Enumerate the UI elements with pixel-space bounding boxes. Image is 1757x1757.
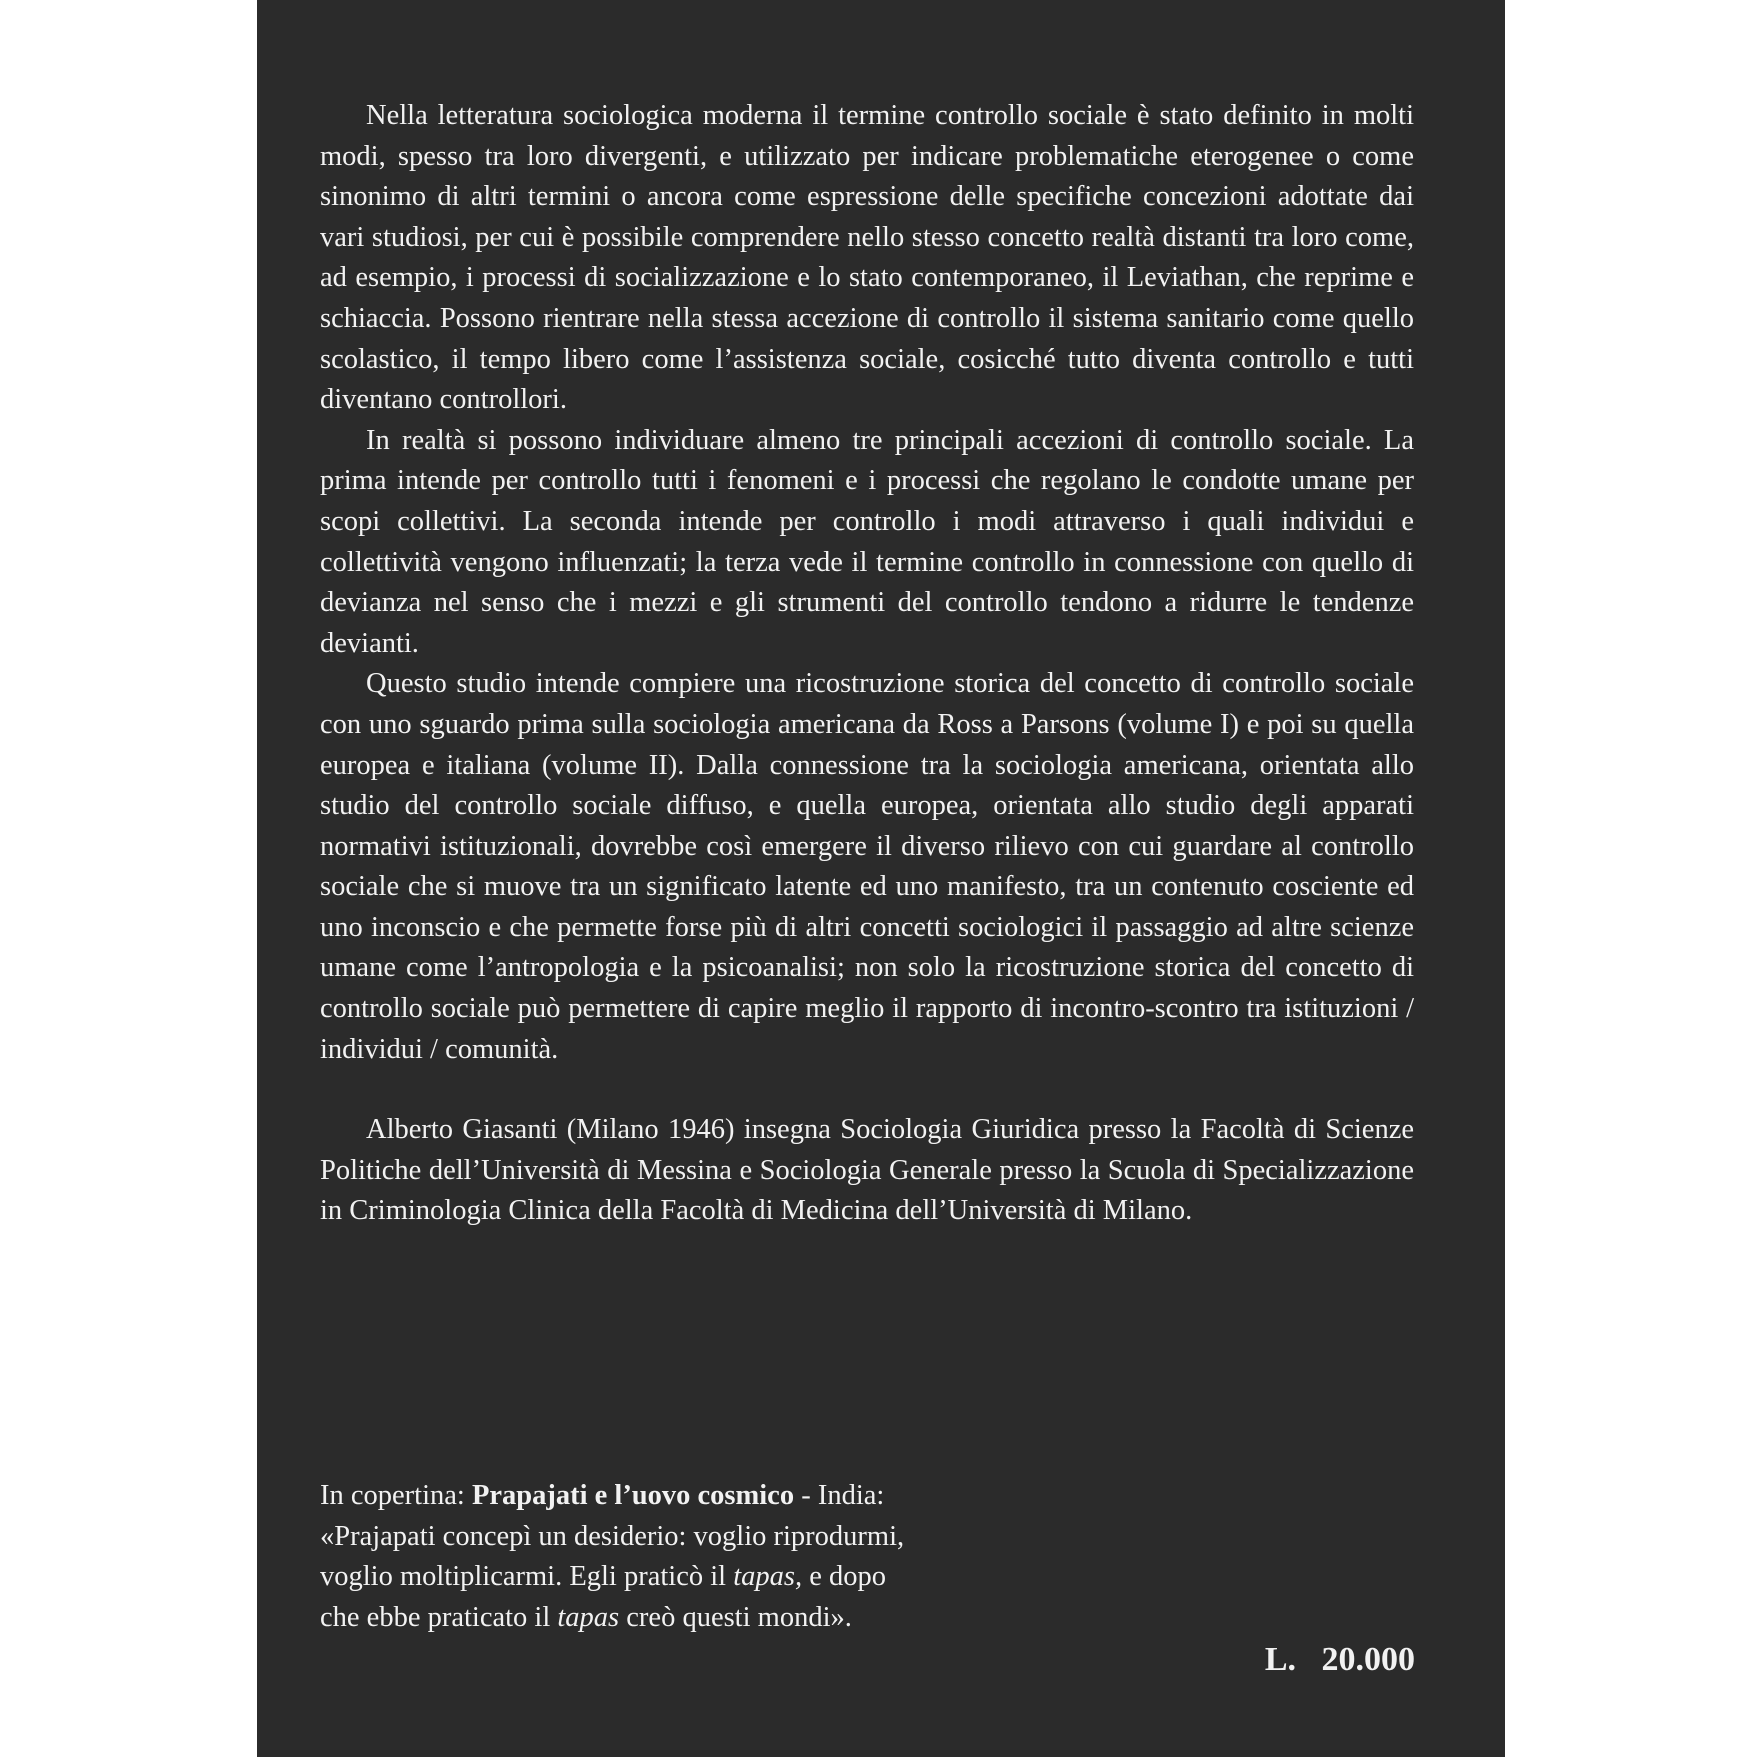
cover-quote-line-3-end: creò questi mondi». bbox=[619, 1601, 852, 1633]
cover-quote-line-2 bbox=[320, 1557, 1120, 1598]
cover-artwork-title: Prapajati e l’uovo cosmico bbox=[471, 1480, 795, 1511]
synopsis-paragraph-1: Nella letteratura sociologica moderna il termine controllo sociale è stato definito in molti modi, spesso tra loro divergenti, e utilizzato per indicare problematiche eterogenee o come sinonimo di altri termini o ancora come espressione delle specifiche concezioni adottate dai vari studiosi, per cui è possibile comprendere nello stesso concetto realtà distanti tra loro come, ad esempio, i processi di socializzazione e lo stato contemporaneo, il Leviathan, che reprime e schiaccia. Possono rientrare nella stessa accezione di controllo il sistema sanitario come quello scolastico, il tempo libero come l’assistenza sociale, cosicché tutto diventa controllo e tutti diventano controllori. bbox=[320, 100, 1414, 416]
cover-quote-line-3-start: che ebbe praticato il bbox=[320, 1601, 558, 1633]
cover-image-note bbox=[320, 1476, 1120, 1638]
cover-note-prefix: In copertina: bbox=[320, 1480, 472, 1511]
synopsis-paragraph-2: In realtà si possono individuare almeno tre principali accezioni di controllo sociale. La prima intende per controllo tutti i fenomeni e i processi che regolano le condotte umane per scopi collettivi. La seconda intende per controllo i modi attraverso i quali individui e collettività vengono influenzati; la terza vede il termine controllo in connessione con quello di devianza nel senso che i mezzi e gli strumenti del controllo tendono a ridurre le tendenze devianti. bbox=[320, 424, 1414, 659]
cover-note-suffix: - India: bbox=[794, 1480, 885, 1511]
price-label: L. 20.000 bbox=[1264, 1641, 1415, 1678]
cover-note-line-1 bbox=[320, 1476, 1120, 1517]
synopsis-text bbox=[320, 96, 1414, 1232]
cover-quote-line-2-end: e dopo bbox=[802, 1561, 886, 1593]
cover-quote-line-3 bbox=[320, 1598, 1120, 1639]
author-bio: Alberto Giasanti (Milano 1946) insegna Sociologia Giuridica presso la Facoltà di Scienze Politiche dell’Università di Messina e Sociologia Generale presso la Scuola di Specializzazione in Criminologia Clinica della Facoltà di Medicina dell’Università di Milano. bbox=[320, 1114, 1414, 1227]
tapas-term: tapas bbox=[557, 1601, 620, 1633]
synopsis-paragraph-3: Questo studio intende compiere una ricostruzione storica del concetto di controllo sociale con uno sguardo prima sulla sociologia americana da Ross a Parsons (volume I) e poi su quella europea e italiana (volume II). Dalla connessione tra la sociologia americana, orientata allo studio del controllo sociale diffuso, e quella europea, orientata allo studio degli apparati normativi istituzionali, dovrebbe così emergere il diverso rilievo con cui guardare al controllo sociale che si muove tra un significato latente ed uno manifesto, tra un contenuto cosciente ed uno inconscio e che permette forse più di altri concetti sociologici il passaggio ad altre scienze umane come l’antropologia e la psicoanalisi; non solo la ricostruzione storica del concetto di controllo sociale può permettere di capire meglio il rapporto di incontro-scontro tra istituzioni / individui / comunità. bbox=[320, 668, 1414, 1065]
cover-quote-line-1: «Prajapati concepì un desiderio: voglio riprodurmi, bbox=[320, 1520, 905, 1552]
book-back-cover bbox=[257, 0, 1505, 1757]
cover-quote-line-2-start: voglio moltiplicarmi. Egli praticò il bbox=[320, 1561, 734, 1593]
tapas-term: tapas, bbox=[733, 1561, 803, 1593]
